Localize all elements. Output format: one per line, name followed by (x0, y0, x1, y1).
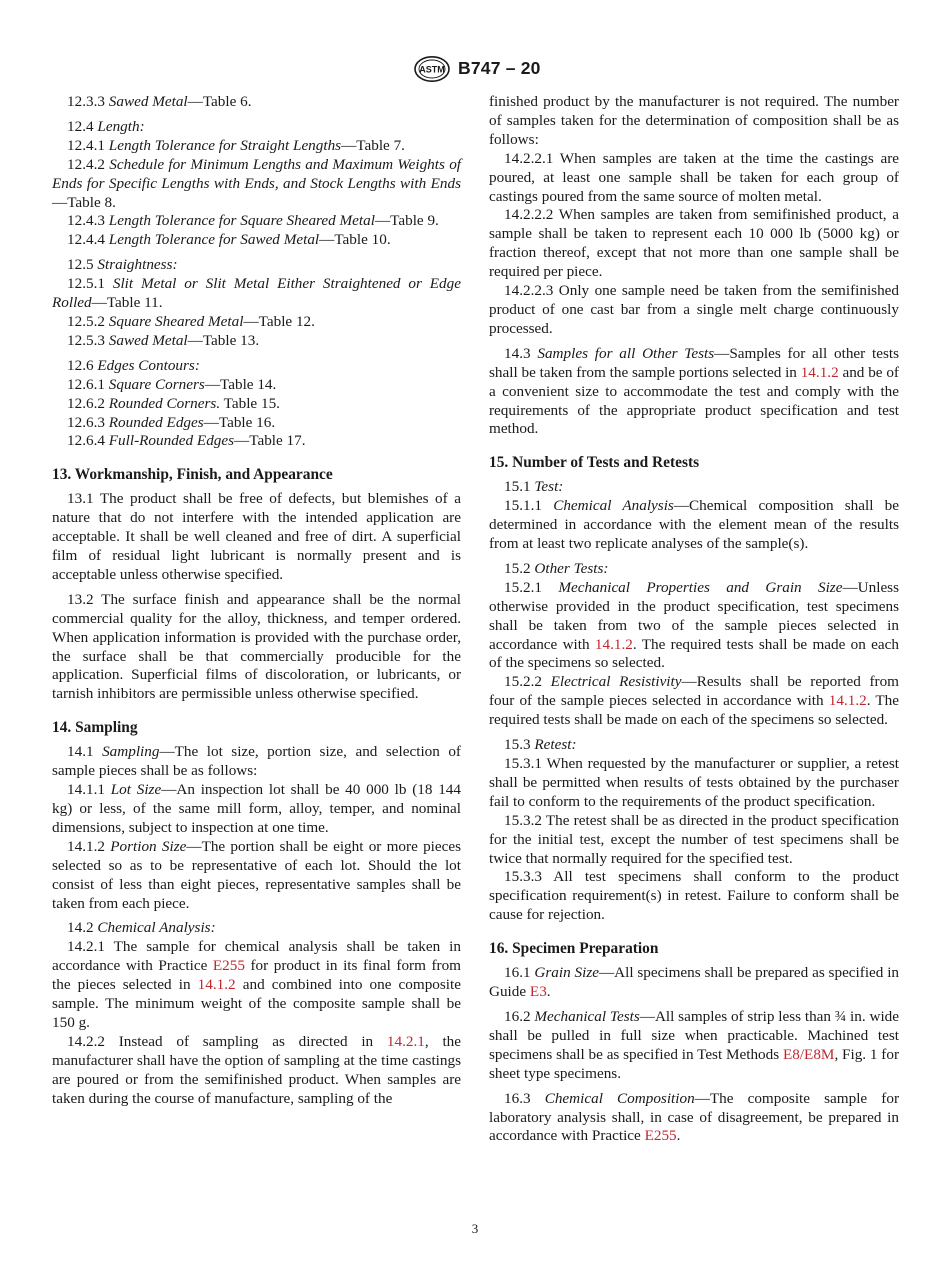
paragraph-12-4-4: 12.4.4 Length Tolerance for Sawed Metal—Table 10. (67, 231, 391, 249)
paragraph-12-4: 12.4 Length: (67, 117, 145, 135)
paragraph-12-4-1: 12.4.1 Length Tolerance for Straight Lengths—Table 7. (67, 136, 405, 154)
paragraph-13-1: 13.1 The product shall be free of defects, but blemishes of a nature that do not interfere with the intended application are acceptable. It shall be well cleaned and free of dirt. A superficial film of residual light lubricant is normally present and is acceptable unless otherwise specified. (52, 490, 461, 583)
paragraph-12-6: 12.6 Edges Contours: (67, 356, 200, 374)
reference-link-e255[interactable]: E255 (644, 1127, 677, 1145)
paragraph-14-2-2: 14.2.2 Instead of sampling as directed in 14.2.1, the manufacturer shall have the option of sampling at the time castings are poured or from the semifinished product. When samples are taken during the course of manufacture, sampling of the (52, 1032, 461, 1107)
reference-link-14-1-2[interactable]: 14.1.2 (594, 635, 633, 653)
paragraph-14-1-2: 14.1.2 Portion Size—The portion shall be eight or more pieces selected so as to be representative of each lot. Should the lot consist of less than eight pieces, representative samples shall be taken from each piece. (52, 837, 462, 912)
paragraph-14-2-2-1: 14.2.2.1 When samples are taken at the time the castings are poured, at least one sample shall be taken for each group of castings poured from the same source of molten metal. (489, 149, 899, 205)
paragraph-15-1-1: 15.1.1 Chemical Analysis—Chemical composition shall be determined in accordance with the element mean of the results from at least two replicate analyses of the sample(s). (489, 497, 900, 553)
paragraph-14-3: 14.3 Samples for all Other Tests—Samples for all other tests shall be taken from the sample portions selected in 14.1.2 and be of a convenient size to accommodate the test and comply with the requirements of the appropriate product specification and test method. (489, 344, 899, 438)
paragraph-14-2-2-continued: finished product by the manufacturer is not required. The number of samples taken for the determination of composition shall be as follows: (489, 93, 899, 148)
paragraph-15-1: 15.1 Test: (504, 478, 564, 496)
page-number: 3 (471, 1221, 479, 1236)
paragraph-16-1: 16.1 Grain Size—All specimens shall be prepared as specified in Guide E3. (489, 964, 900, 1001)
paragraph-14-2: 14.2 Chemical Analysis: (67, 919, 216, 937)
paragraph-15-3-1: 15.3.1 When requested by the manufacturer or supplier, a retest shall be permitted when results of tests obtained by the purchaser fail to conform to the requirements of the product specification. (489, 755, 899, 810)
paragraph-12-4-3: 12.4.3 Length Tolerance for Square Sheared Metal—Table 9. (67, 212, 439, 230)
paragraph-12-5-2: 12.5.2 Square Sheared Metal—Table 12. (67, 312, 315, 330)
paragraph-15-3-3: 15.3.3 All test specimens shall conform to the product specification requirement(s) in retest. Failure to conform shall be cause for rejection. (489, 868, 899, 924)
left-column (52, 93, 461, 1109)
paragraph-12-6-3: 12.6.3 Rounded Edges—Table 16. (67, 413, 276, 431)
paragraph-12-5-1: 12.5.1 Slit Metal or Slit Metal Either Straightened or Edge Rolled—Table 11. (52, 275, 461, 312)
right-column (489, 93, 899, 1146)
reference-link-14-1-2[interactable]: 14.1.2 (800, 363, 839, 381)
paragraph-12-6-4: 12.6.4 Full-Rounded Edges—Table 17. (67, 432, 306, 450)
section-heading-14: 14. Sampling (52, 719, 138, 737)
paragraph-15-3: 15.3 Retest: (504, 736, 577, 754)
paragraph-15-2: 15.2 Other Tests: (504, 559, 609, 577)
page-header (0, 56, 950, 82)
section-heading-16: 16. Specimen Preparation (489, 940, 659, 958)
paragraph-12-6-2: 12.6.2 Rounded Corners. Table 15. (67, 394, 280, 412)
paragraph-16-2: 16.2 Mechanical Tests—All samples of strip less than ¾ in. wide shall be pulled in full size when practicable. Machined test specimens shall be as specified in Test Methods E8/E8M, Fig. 1 for sheet type specimens. (489, 1007, 900, 1082)
paragraph-14-1: 14.1 Sampling—The lot size, portion size, and selection of sample pieces shall be as follows: (52, 743, 461, 780)
logo-text: ASTM (419, 64, 445, 75)
reference-link-14-1-2[interactable]: 14.1.2 (828, 692, 867, 710)
reference-link-e8-e8m[interactable]: E8/E8M (782, 1045, 835, 1063)
paragraph-14-1-1: 14.1.1 Lot Size—An inspection lot shall be 40 000 lb (18 144 kg) or less, of the same mill form, alloy, temper, and nominal dimensions, subject to inspection at one time. (52, 781, 461, 836)
document-id: B747 – 20 (458, 58, 541, 78)
reference-link-e3[interactable]: E3 (529, 983, 547, 1001)
section-heading-13: 13. Workmanship, Finish, and Appearance (52, 466, 333, 484)
paragraph-12-3-3: 12.3.3 Sawed Metal—Table 6. (67, 93, 252, 110)
reference-link-14-2-1[interactable]: 14.2.1 (386, 1032, 425, 1050)
astm-logo-icon (414, 56, 450, 82)
paragraph-14-2-1: 14.2.1 The sample for chemical analysis shall be taken in accordance with Practice E255 for product in its final form from the pieces selected in 14.1.2 and combined into one composite sample. The minimum weight of the composite sample shall be 150 g. (52, 938, 461, 1031)
reference-link-14-1-2[interactable]: 14.1.2 (197, 976, 236, 994)
paragraph-13-2: 13.2 The surface finish and appearance shall be the normal commercial quality for the alloy, thickness, and temper ordered. When application information is provided with the purchase order, the surface shall be that commercially producible for the application. Superficial films of discoloration, or lubricants, or tarnish inhibitors are permissible unless otherwise specified. (52, 590, 461, 703)
paragraph-15-2-2: 15.2.2 Electrical Resistivity—Results shall be reported from four of the sample pieces selected in accordance with 14.1.2. The required tests shall be made on each of the specimens so selected. (489, 673, 899, 729)
paragraph-14-2-2-3: 14.2.2.3 Only one sample need be taken from the semifinished product of one cast bar from a single melt charge continuously processed. (489, 282, 899, 337)
paragraph-16-3: 16.3 Chemical Composition—The composite sample for laboratory analysis shall, in case of disagreement, be prepared in accordance with Practice E255. (489, 1089, 899, 1145)
section-heading-15: 15. Number of Tests and Retests (489, 454, 700, 472)
paragraph-12-6-1: 12.6.1 Square Corners—Table 14. (67, 375, 277, 393)
paragraph-14-2-2-2: 14.2.2.2 When samples are taken from semifinished product, a sample shall be taken to represent each 10 000 lb (5000 kg) or fraction thereof, except that not more than one sample shall be required per piece. (489, 206, 899, 281)
reference-link-e255[interactable]: E255 (212, 957, 245, 975)
paragraph-15-2-1: 15.2.1 Mechanical Properties and Grain Size—Unless otherwise provided in the product specification, test specimens shall be taken from two of the sample pieces selected in accordance with 14.1.2. The required tests shall be made on each of the specimens so selected. (489, 578, 899, 672)
paragraph-15-3-2: 15.3.2 The retest shall be as directed in the product specification for the initial test, except the number of test specimens shall be twice that normally required for the specified test. (489, 811, 899, 867)
paragraph-12-5-3: 12.5.3 Sawed Metal—Table 13. (67, 331, 260, 349)
paragraph-12-4-2: 12.4.2 Schedule for Minimum Lengths and Maximum Weights of Ends for Specific Lengths with Ends, and Stock Lengths with Ends—Table 8. (52, 155, 462, 211)
paragraph-12-5: 12.5 Straightness: (67, 256, 178, 274)
